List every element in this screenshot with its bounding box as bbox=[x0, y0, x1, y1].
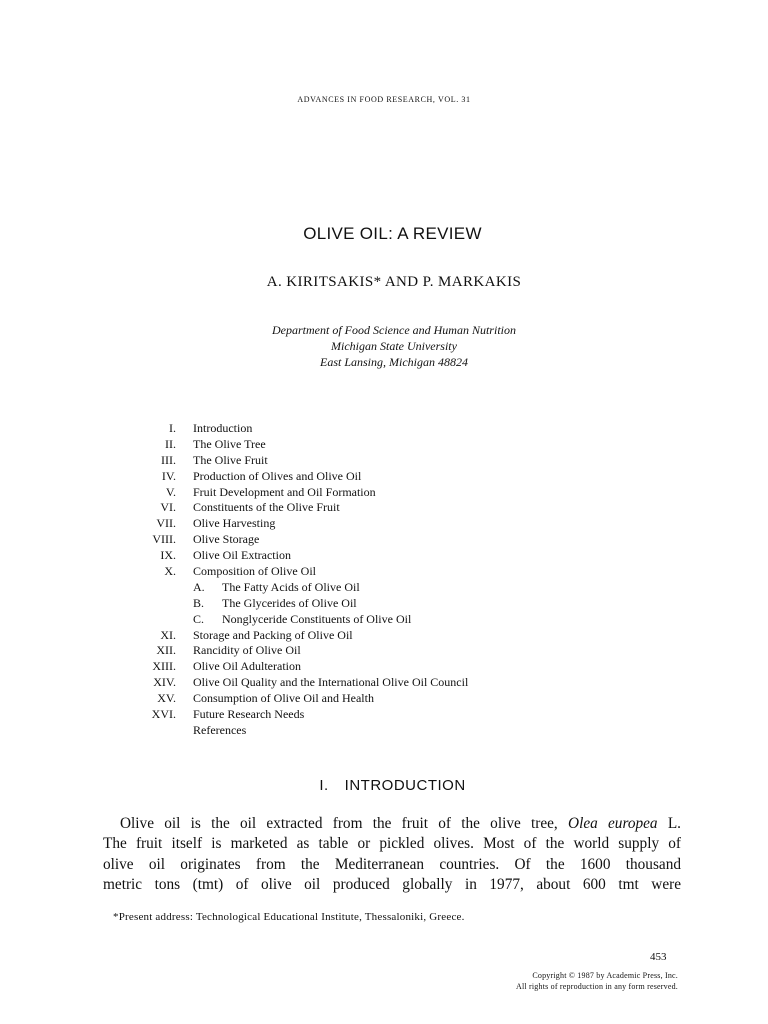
toc-entry bbox=[0, 453, 768, 469]
toc-subsection-title: The Fatty Acids of Olive Oil bbox=[222, 579, 360, 594]
toc-subsection-letter: C. bbox=[193, 611, 205, 626]
toc-section-title: Production of Olives and Olive Oil bbox=[193, 468, 362, 483]
toc-section-number: IX. bbox=[160, 548, 176, 563]
toc-section-number: XVI. bbox=[151, 707, 176, 722]
toc-section-title: Consumption of Olive Oil and Health bbox=[193, 691, 374, 706]
toc-section-number: III. bbox=[161, 452, 176, 467]
copyright-line-1: Copyright © 1987 by Academic Press, Inc. bbox=[532, 971, 678, 980]
toc-section-number: VI. bbox=[160, 500, 176, 515]
table-of-contents bbox=[0, 421, 768, 739]
toc-subsection-letter: B. bbox=[193, 595, 205, 610]
toc-entry bbox=[0, 500, 768, 516]
toc-entry bbox=[0, 643, 768, 659]
toc-section-title: Rancidity of Olive Oil bbox=[193, 643, 301, 658]
toc-entry bbox=[0, 532, 768, 548]
toc-section-number: VII. bbox=[156, 516, 176, 531]
toc-entry bbox=[0, 707, 768, 723]
toc-section-number: XIV. bbox=[153, 675, 176, 690]
toc-subsection-letter: A. bbox=[193, 579, 205, 594]
toc-entry bbox=[0, 580, 768, 596]
toc-entry bbox=[0, 628, 768, 644]
body-line-4: metric tons (tmt) of olive oil produced globally in 1977, about 600 tmt were bbox=[103, 875, 681, 893]
body-paragraph bbox=[103, 814, 681, 895]
section-heading bbox=[0, 777, 768, 794]
toc-section-title: Olive Harvesting bbox=[193, 516, 276, 531]
toc-section-title: Fruit Development and Oil Formation bbox=[193, 484, 376, 499]
toc-section-title: Introduction bbox=[193, 421, 253, 435]
authors: A. KIRITSAKIS* AND P. MARKAKIS bbox=[266, 274, 522, 290]
copyright-line-2: All rights of reproduction in any form reserved. bbox=[515, 982, 678, 991]
toc-section-number: XI. bbox=[160, 627, 176, 642]
toc-section-title: The Olive Fruit bbox=[193, 452, 268, 467]
toc-section-number: XIII. bbox=[152, 659, 176, 674]
toc-entry bbox=[0, 612, 768, 628]
toc-entry bbox=[0, 691, 768, 707]
toc-entry bbox=[0, 548, 768, 564]
toc-entry bbox=[0, 485, 768, 501]
toc-section-number: VIII. bbox=[152, 532, 176, 547]
toc-section-number: X. bbox=[164, 564, 176, 579]
toc-section-number: XV. bbox=[157, 691, 176, 706]
toc-section-title: References bbox=[193, 722, 247, 737]
toc-section-title: Olive Oil Extraction bbox=[193, 548, 291, 563]
toc-entry bbox=[0, 564, 768, 580]
body-line-1: Olive oil is the oil extracted from the fruit of the olive tree, Olea europea L. bbox=[120, 815, 681, 832]
article-title: OLIVE OIL: A REVIEW bbox=[303, 224, 482, 243]
toc-section-title: Future Research Needs bbox=[193, 707, 305, 722]
toc-entry bbox=[0, 596, 768, 612]
toc-section-title: Olive Oil Adulteration bbox=[193, 659, 301, 674]
toc-section-number: V. bbox=[165, 484, 176, 499]
toc-section-number: II. bbox=[165, 436, 176, 451]
toc-entry bbox=[0, 723, 768, 739]
toc-section-number: I. bbox=[169, 421, 176, 435]
species-name: Olea europea bbox=[568, 815, 658, 832]
body-line-3: olive oil originates from the Mediterranean countries. Of the 1600 thousand bbox=[103, 855, 681, 873]
toc-section-title: Storage and Packing of Olive Oil bbox=[193, 627, 353, 642]
toc-entry bbox=[0, 437, 768, 453]
footnote: *Present address: Technological Educational Institute, Thessaloniki, Greece. bbox=[113, 911, 465, 923]
toc-section-title: Composition of Olive Oil bbox=[193, 564, 316, 579]
section-title: INTRODUCTION bbox=[344, 777, 466, 794]
section-number: I. bbox=[319, 777, 329, 794]
affiliation-university: Michigan State University bbox=[331, 339, 457, 353]
affiliation-location: East Lansing, Michigan 48824 bbox=[319, 355, 468, 369]
toc-entry bbox=[0, 421, 768, 437]
toc-entry bbox=[0, 675, 768, 691]
toc-section-title: Olive Storage bbox=[193, 532, 260, 547]
body-line-2: The fruit itself is marketed as table or pickled olives. Most of the world supply of bbox=[103, 835, 681, 853]
toc-section-title: Olive Oil Quality and the International Olive Oil Council bbox=[193, 675, 469, 690]
toc-section-number: IV. bbox=[161, 468, 176, 483]
toc-entry bbox=[0, 469, 768, 485]
toc-entry bbox=[0, 659, 768, 675]
toc-section-title: Constituents of the Olive Fruit bbox=[193, 500, 340, 515]
toc-subsection-title: The Glycerides of Olive Oil bbox=[222, 595, 357, 610]
toc-entry bbox=[0, 516, 768, 532]
page-number: 453 bbox=[650, 951, 667, 963]
toc-section-number: XII. bbox=[156, 643, 176, 658]
toc-section-title: The Olive Tree bbox=[193, 436, 266, 451]
toc-subsection-title: Nonglyceride Constituents of Olive Oil bbox=[222, 611, 412, 626]
affiliation-department: Department of Food Science and Human Nutrition bbox=[272, 323, 516, 337]
running-head: ADVANCES IN FOOD RESEARCH, VOL. 31 bbox=[297, 95, 471, 104]
